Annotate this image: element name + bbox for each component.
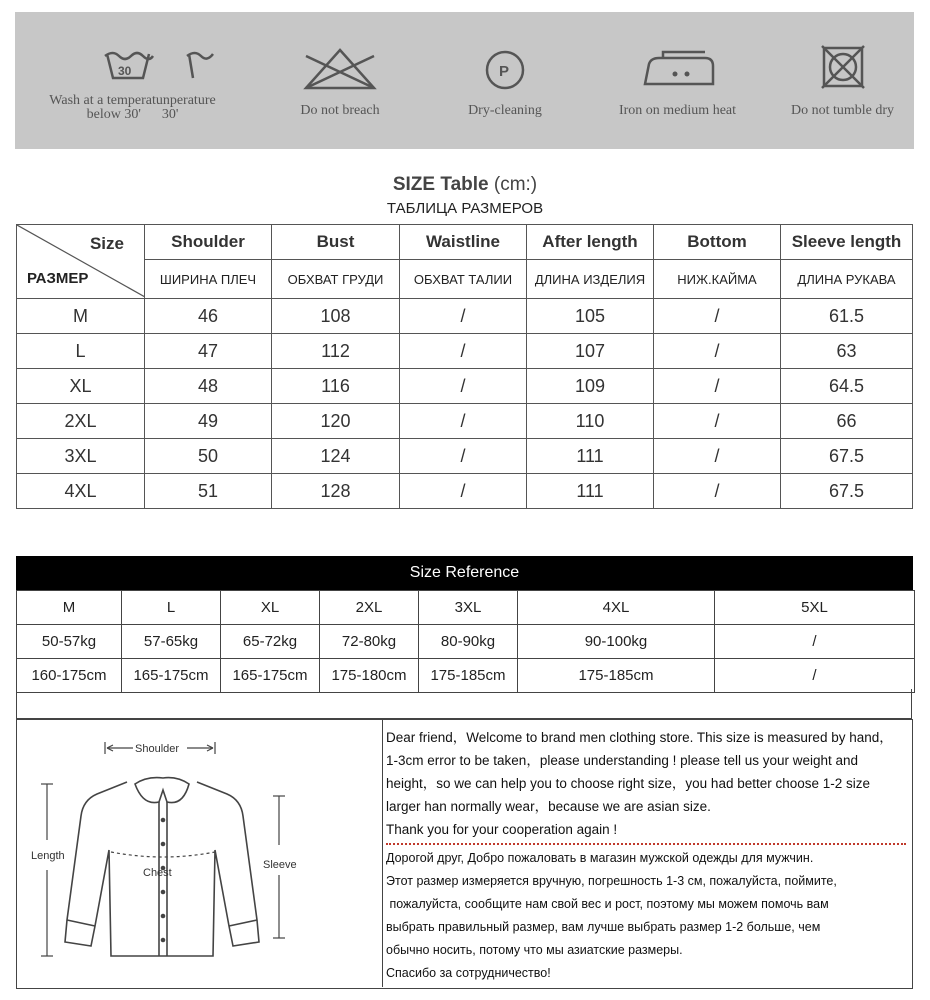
ref-weight-cell: / bbox=[715, 625, 915, 659]
size-reference-title: Size Reference bbox=[16, 556, 913, 590]
value-cell: 47 bbox=[145, 334, 272, 369]
ref-weight-cell: 57-65kg bbox=[122, 625, 221, 659]
header-after-length: After length bbox=[527, 225, 654, 260]
wash-label-line-1: Wash at a temperatunperature bbox=[49, 93, 216, 108]
ref-size-cell: 5XL bbox=[715, 591, 915, 625]
corner-size-label: Size bbox=[89, 234, 124, 253]
value-cell: 67.5 bbox=[781, 439, 913, 474]
note-en-line: larger han normally wear，because we are asian size. bbox=[386, 799, 711, 814]
note-ru-line: Дорогой друг, Добро пожаловать в магазин мужской одежды для мужчин. bbox=[386, 851, 814, 865]
value-cell: / bbox=[654, 439, 781, 474]
care-item-wash bbox=[35, 12, 230, 149]
table-row bbox=[17, 474, 913, 509]
care-instructions-banner bbox=[15, 12, 914, 149]
value-cell: / bbox=[400, 369, 527, 404]
diagram-length-label: Length bbox=[31, 850, 65, 862]
value-cell: 110 bbox=[527, 404, 654, 439]
size-cell: 3XL bbox=[17, 439, 145, 474]
header-ru-sleeve-length: ДЛИНА РУКАВА bbox=[781, 260, 913, 299]
value-cell: 107 bbox=[527, 334, 654, 369]
note-divider bbox=[386, 843, 906, 845]
note-ru-line: выбрать правильный размер, вам лучше выбрать размер 1-2 больше, чем bbox=[386, 920, 821, 934]
size-table-title-unit: (cm:) bbox=[493, 174, 538, 195]
ref-size-cell: 4XL bbox=[518, 591, 715, 625]
header-bust: Bust bbox=[272, 225, 400, 260]
header-shoulder: Shoulder bbox=[145, 225, 272, 260]
ref-height-cell: 175-180cm bbox=[320, 659, 419, 693]
ref-weight-cell: 90-100kg bbox=[518, 625, 715, 659]
note-en-line: height，so we can help you to choose right size，you had better choose 1-2 size bbox=[386, 776, 871, 791]
value-cell: 64.5 bbox=[781, 369, 913, 404]
ref-size-cell: 2XL bbox=[320, 591, 419, 625]
value-cell: 105 bbox=[527, 299, 654, 334]
note-ru-line: Спасибо за сотрудничество! bbox=[386, 966, 551, 980]
measurement-section bbox=[16, 719, 913, 989]
no-bleach-label: Do not breach bbox=[300, 103, 380, 118]
ref-size-cell: XL bbox=[221, 591, 320, 625]
size-table-title bbox=[0, 174, 930, 196]
value-cell: 49 bbox=[145, 404, 272, 439]
wash-temp-label: 30 bbox=[118, 64, 132, 78]
size-cell: 4XL bbox=[17, 474, 145, 509]
ref-height-cell: / bbox=[715, 659, 915, 693]
value-cell: 112 bbox=[272, 334, 400, 369]
reference-size-row bbox=[17, 591, 915, 625]
value-cell: 128 bbox=[272, 474, 400, 509]
ref-height-cell: 165-175cm bbox=[221, 659, 320, 693]
value-cell: 120 bbox=[272, 404, 400, 439]
wash-label-line-2: below 30' 30' bbox=[86, 107, 179, 122]
iron-medium-icon bbox=[635, 50, 725, 90]
ref-size-cell: 3XL bbox=[419, 591, 518, 625]
note-en-line: Thank you for your cooperation again ! bbox=[386, 822, 618, 837]
value-cell: 66 bbox=[781, 404, 913, 439]
value-cell: / bbox=[654, 369, 781, 404]
ref-height-cell: 165-175cm bbox=[122, 659, 221, 693]
corner-razmer-label: РАЗМЕР bbox=[27, 270, 89, 287]
value-cell: / bbox=[654, 474, 781, 509]
size-cell: M bbox=[17, 299, 145, 334]
dry-cleaning-icon bbox=[483, 48, 527, 92]
value-cell: 48 bbox=[145, 369, 272, 404]
header-ru-waistline: ОБХВАТ ТАЛИИ bbox=[400, 260, 527, 299]
note-en-line: Dear friend，Welcome to brand men clothing store. This size is measured by hand， bbox=[386, 730, 893, 745]
size-table bbox=[16, 224, 913, 509]
value-cell: 111 bbox=[527, 439, 654, 474]
iron-label: Iron on medium heat bbox=[618, 103, 737, 118]
value-cell: 46 bbox=[145, 299, 272, 334]
header-ru-bottom: НИЖ.КАЙМА bbox=[654, 260, 781, 299]
diagram-shoulder-label: Shoulder bbox=[135, 743, 180, 755]
value-cell: 116 bbox=[272, 369, 400, 404]
ref-size-cell: L bbox=[122, 591, 221, 625]
value-cell: 50 bbox=[145, 439, 272, 474]
note-en-line: 1-3cm error to be taken，please understanding ! please tell us your weight and bbox=[386, 753, 859, 768]
value-cell: 51 bbox=[145, 474, 272, 509]
table-row bbox=[17, 369, 913, 404]
value-cell: 63 bbox=[781, 334, 913, 369]
diagram-sleeve-label: Sleeve bbox=[263, 859, 297, 871]
value-cell: 108 bbox=[272, 299, 400, 334]
diagram-chest-label: Chest bbox=[143, 867, 172, 879]
shirt-diagram bbox=[17, 720, 383, 987]
value-cell: / bbox=[654, 299, 781, 334]
note-ru-line: пожалуйста, сообщите нам свой вес и рост, поэтому мы можем помочь вам bbox=[386, 897, 829, 911]
shirt-icon bbox=[17, 720, 382, 987]
size-table-title-bold: SIZE Table bbox=[392, 174, 489, 195]
table-row bbox=[17, 334, 913, 369]
care-item-no-tumble bbox=[770, 12, 915, 149]
ref-weight-cell: 72-80kg bbox=[320, 625, 419, 659]
dry-cleaning-label: Dry-cleaning bbox=[468, 103, 542, 118]
value-cell: / bbox=[654, 404, 781, 439]
header-ru-shoulder: ШИРИНА ПЛЕЧ bbox=[145, 260, 272, 299]
ref-size-cell: M bbox=[17, 591, 122, 625]
ref-weight-cell: 50-57kg bbox=[17, 625, 122, 659]
value-cell: / bbox=[654, 334, 781, 369]
value-cell: 67.5 bbox=[781, 474, 913, 509]
table-row bbox=[17, 404, 913, 439]
size-reference-table bbox=[16, 590, 915, 693]
dry-cleaning-symbol: P bbox=[499, 63, 510, 80]
note-ru-line: обычно носить, потому что мы азиатские размеры. bbox=[386, 943, 683, 957]
care-item-iron bbox=[595, 12, 760, 149]
header-sleeve-length: Sleeve length bbox=[781, 225, 913, 260]
ref-weight-cell: 80-90kg bbox=[419, 625, 518, 659]
value-cell: / bbox=[400, 439, 527, 474]
ref-height-cell: 175-185cm bbox=[419, 659, 518, 693]
ref-height-cell: 175-185cm bbox=[518, 659, 715, 693]
size-cell: L bbox=[17, 334, 145, 369]
size-table-subtitle: ТАБЛИЦА РАЗМЕРОВ bbox=[386, 200, 544, 217]
ref-height-cell: 160-175cm bbox=[17, 659, 122, 693]
note-ru-line: Этот размер измеряется вручную, погрешность 1-3 см, пожалуйста, поймите, bbox=[386, 874, 837, 888]
size-table-corner bbox=[17, 225, 145, 299]
reference-weight-row bbox=[17, 625, 915, 659]
header-ru-after-length: ДЛИНА ИЗДЕЛИЯ bbox=[527, 260, 654, 299]
value-cell: 111 bbox=[527, 474, 654, 509]
value-cell: / bbox=[400, 474, 527, 509]
care-item-no-bleach bbox=[270, 12, 410, 149]
table-row bbox=[17, 439, 913, 474]
store-note bbox=[386, 726, 906, 985]
header-bottom: Bottom bbox=[654, 225, 781, 260]
no-bleach-icon bbox=[300, 46, 380, 92]
care-item-dry-cleaning bbox=[445, 12, 565, 149]
reference-height-row bbox=[17, 659, 915, 693]
value-cell: / bbox=[400, 299, 527, 334]
table-row bbox=[17, 299, 913, 334]
size-cell: 2XL bbox=[17, 404, 145, 439]
value-cell: 61.5 bbox=[781, 299, 913, 334]
wash-30-icon bbox=[103, 48, 223, 88]
reference-spacer bbox=[16, 689, 912, 719]
ref-weight-cell: 65-72kg bbox=[221, 625, 320, 659]
no-tumble-label: Do not tumble dry bbox=[790, 103, 895, 118]
no-tumble-dry-icon bbox=[818, 42, 868, 92]
value-cell: 109 bbox=[527, 369, 654, 404]
header-waistline: Waistline bbox=[400, 225, 527, 260]
header-ru-bust: ОБХВАТ ГРУДИ bbox=[272, 260, 400, 299]
value-cell: / bbox=[400, 334, 527, 369]
value-cell: / bbox=[400, 404, 527, 439]
value-cell: 124 bbox=[272, 439, 400, 474]
size-cell: XL bbox=[17, 369, 145, 404]
